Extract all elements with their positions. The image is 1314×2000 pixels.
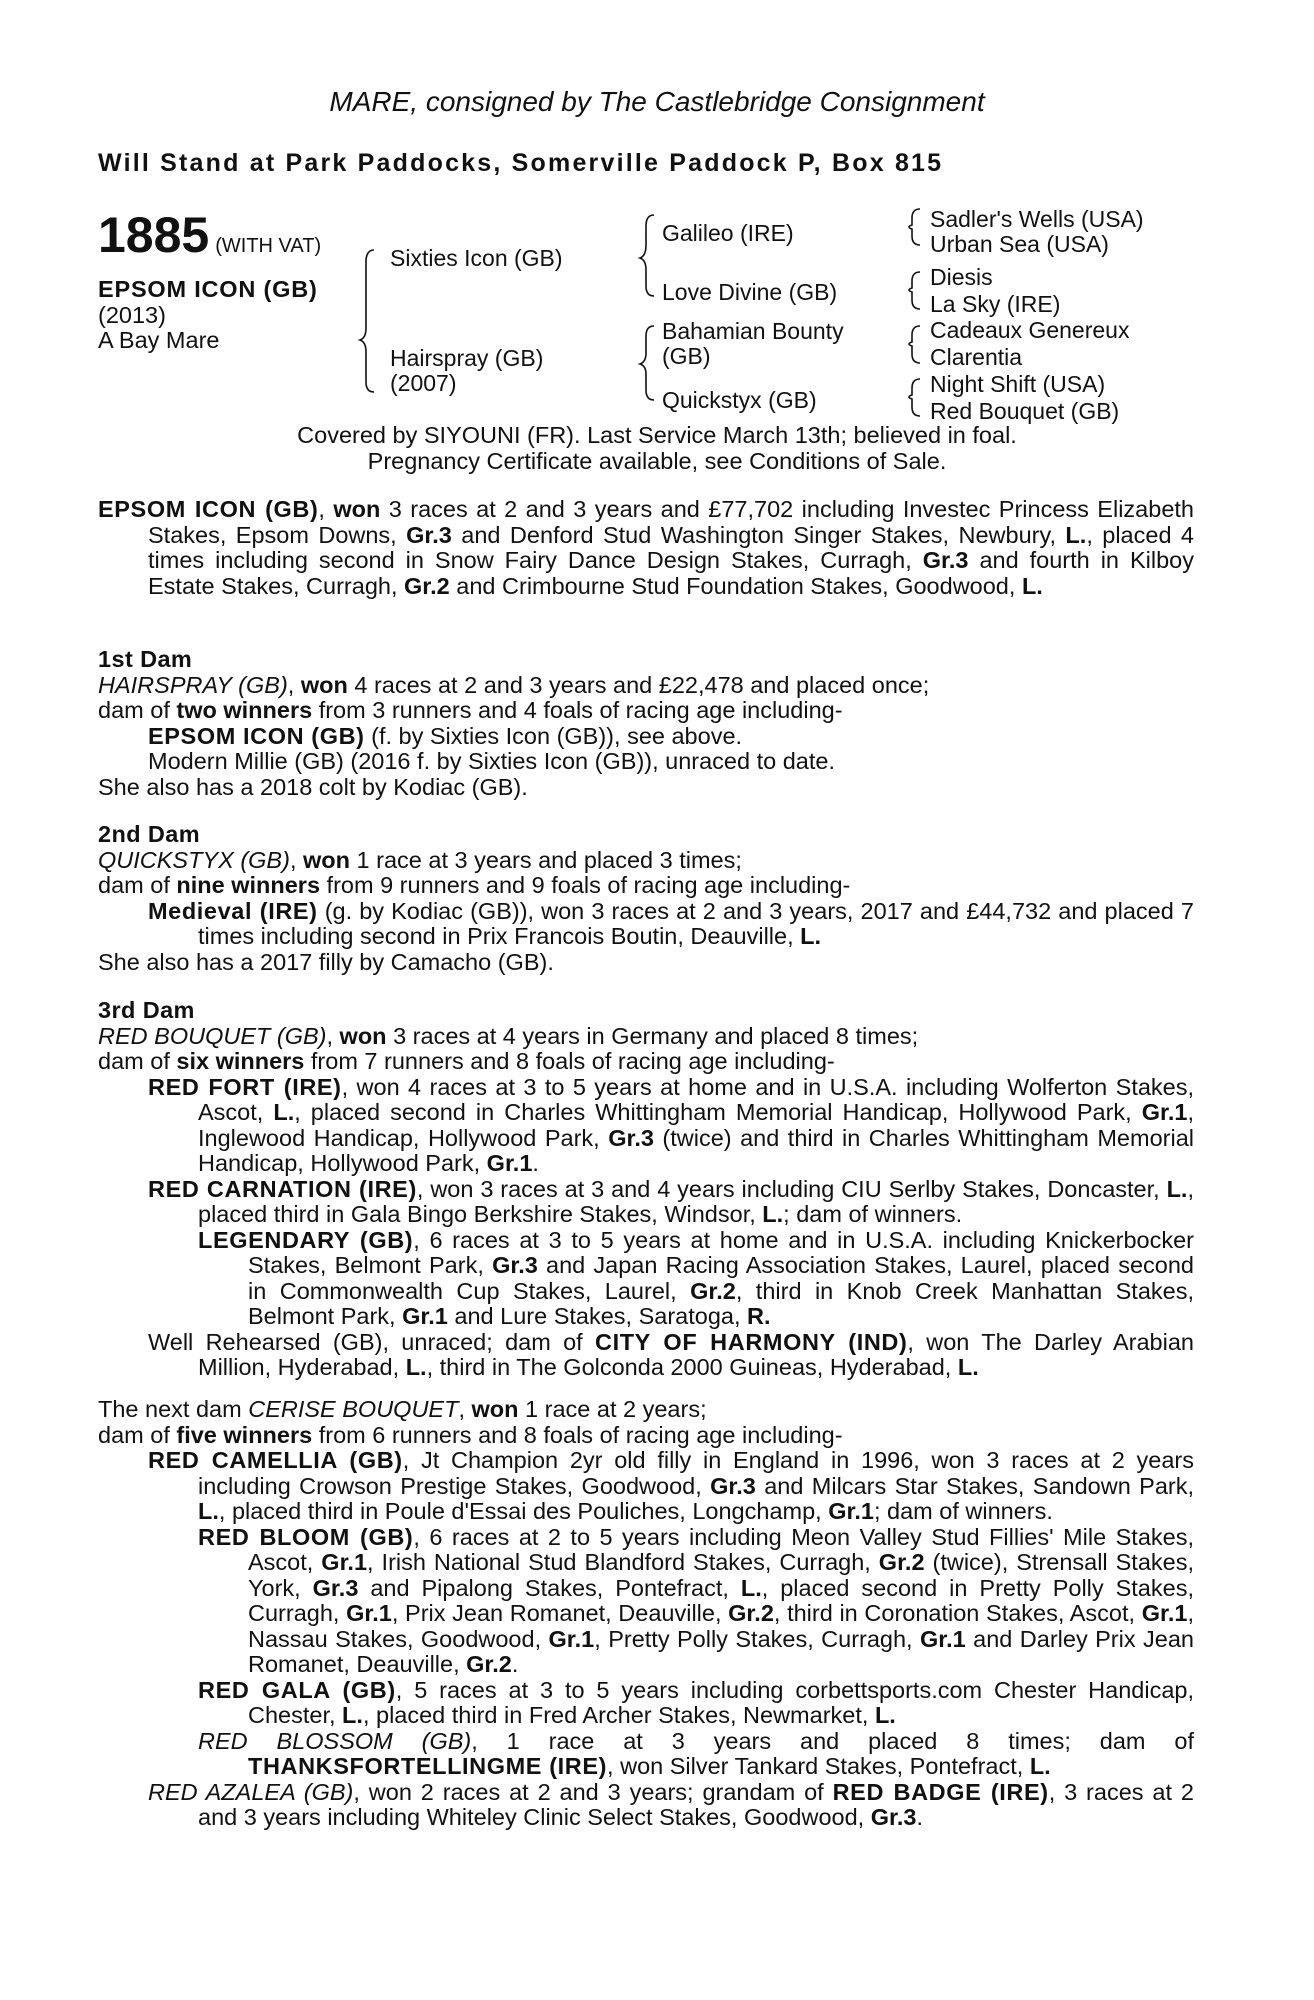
pedigree-dam-sire-line1: Bahamian Bounty	[662, 318, 844, 344]
third-dam-grandproduce-item: LEGENDARY (GB), 6 races at 3 to 5 years at home and in U.S.A. including Knickerbocker Stakes, Belmont Park, Gr.3 and Japan Racing Association Stakes, Laurel, placed second in Commonwealth Cup Stakes, Laurel, Gr.2, third in Knob Creek Manhattan Stakes, Belmont Park, Gr.1 and Lure Stakes, Saratoga, R.	[198, 1226, 1195, 1329]
next-dam-section	[98, 1397, 1194, 1831]
pedigree-sire-dam: Love Divine (GB)	[662, 279, 838, 305]
horse-year: (2013)	[98, 301, 166, 328]
first-dam-record: HAIRSPRAY (GB), won 4 races at 2 and 3 years and £22,478 and placed once;	[98, 671, 930, 698]
next-dam-produce-item: RED AZALEA (GB), won 2 races at 2 and 3 years; grandam of RED BADGE (IRE), 3 races at 2 and 3 years including Whiteley Clinic Select Stakes, Goodwood, Gr.3.	[148, 1778, 1194, 1830]
second-dam-produce-summary: dam of nine winners from 9 runners and 9 foals of racing age including-	[98, 872, 851, 898]
covering-note	[0, 423, 1314, 474]
pedigree-dss: Cadeaux Genereux	[930, 317, 1130, 343]
pedigree-sdd: La Sky (IRE)	[930, 291, 1061, 317]
horse-name: EPSOM ICON (GB)	[98, 276, 318, 302]
second-dam-produce-item: Medieval (IRE) (g. by Kodiac (GB)), won 3 races at 2 and 3 years, 2017 and £44,732 and placed 7 times including second in Prix Francois Boutin, Deauville, L.	[148, 897, 1194, 949]
third-dam-produce-summary: dam of six winners from 7 runners and 8 foals of racing age including-	[98, 1048, 835, 1074]
next-dam-grandproduce-item: RED BLOOM (GB), 6 races at 2 to 5 years including Meon Valley Stud Fillies' Mile Stakes, Ascot, Gr.1, Irish National Stud Blandford Stakes, Curragh, Gr.2 (twice), Strensall Stakes, York, Gr.3 and Pipalong Stakes, Pontefract, L., placed second in Pretty Polly Stakes, Curragh, Gr.1, Prix Jean Romanet, Deauville, Gr.2, third in Coronation Stakes, Ascot, Gr.1, Nassau Stakes, Goodwood, Gr.1, Pretty Polly Stakes, Curragh, Gr.1 and Darley Prix Jean Romanet, Deauville, Gr.2.	[198, 1523, 1194, 1677]
pedigree-ssd: Urban Sea (USA)	[930, 231, 1109, 257]
first-dam-produce-item: Modern Millie (GB) (2016 f. by Sixties Icon (GB)), unraced to date.	[148, 748, 835, 774]
vat-note: (WITH VAT)	[215, 235, 322, 257]
pedigree-dam-year: (2007)	[390, 370, 457, 396]
covering-line-2: Pregnancy Certificate available, see Conditions of Sale.	[367, 447, 947, 474]
third-dam-produce-item: RED CARNATION (IRE), won 3 races at 3 and 4 years including CIU Serlby Stakes, Doncaster, L., placed third in Gala Bingo Berkshire Stakes, Windsor, L.; dam of winners.	[148, 1175, 1194, 1227]
second-dam-record: QUICKSTYX (GB), won 1 race at 3 years and placed 3 times;	[98, 846, 742, 873]
pedigree-dds: Night Shift (USA)	[930, 371, 1106, 397]
next-dam-produce-summary: dam of five winners from 6 runners and 8 foals of racing age including-	[98, 1421, 843, 1448]
pedigree-dam-name: Hairspray (GB)	[390, 345, 544, 371]
pedigree-sire: Sixties Icon (GB)	[390, 245, 563, 271]
lot-number: 1885	[98, 207, 210, 263]
pedigree-dam-dam: Quickstyx (GB)	[662, 387, 817, 413]
pedigree-sss: Sadler's Wells (USA)	[930, 206, 1144, 232]
first-dam-section	[98, 647, 1194, 800]
next-dam-grandproduce-item: RED BLOSSOM (GB), 1 race at 3 years and placed 8 times; dam of THANKSFORTELLINGME (IRE), won Silver Tankard Stakes, Pontefract, L.	[198, 1727, 1194, 1779]
next-dam-grandproduce-item: RED GALA (GB), 5 races at 3 to 5 years including corbettsports.com Chester Handicap, Chester, L., placed third in Fred Archer Stakes, Newmarket, L.	[198, 1676, 1194, 1728]
second-dam-section	[98, 822, 1194, 975]
first-dam-heading: 1st Dam	[98, 646, 193, 672]
first-dam-produce-item: EPSOM ICON (GB) (f. by Sixties Icon (GB)), see above.	[148, 722, 743, 749]
stabling-heading: Will Stand at Park Paddocks, Somerville Paddock P, Box 815	[98, 149, 944, 177]
third-dam-record: RED BOUQUET (GB), won 3 races at 4 years in Germany and placed 8 times;	[98, 1022, 919, 1049]
first-dam-note: She also has a 2018 colt by Kodiac (GB).	[98, 773, 528, 800]
second-dam-heading: 2nd Dam	[98, 821, 201, 847]
pedigree-sds: Diesis	[930, 264, 993, 290]
third-dam-heading: 3rd Dam	[98, 997, 195, 1023]
third-dam-produce-item: RED FORT (IRE), won 4 races at 3 to 5 years at home and in U.S.A. including Wolferton Stakes, Ascot, L., placed second in Charles Whittingham Memorial Handicap, Hollywood Park, Gr.1, Inglewood Handicap, Hollywood Park, Gr.3 (twice) and third in Charles Whittingham Memorial Handicap, Hollywood Park, Gr.1.	[148, 1073, 1195, 1176]
race-record-paragraph: EPSOM ICON (GB), won 3 races at 2 and 3 years and £77,702 including Investec Princess Elizabeth Stakes, Epsom Downs, Gr.3 and Denford Stud Washington Singer Stakes, Newbury, L., placed 4 times including second in Snow Fairy Dance Design Stakes, Curragh, Gr.3 and fourth in Kilboy Estate Stakes, Curragh, Gr.2 and Crimbourne Stud Foundation Stakes, Goodwood, L.	[98, 496, 1194, 599]
third-dam-produce-item: Well Rehearsed (GB), unraced; dam of CITY OF HARMONY (IND), won The Darley Arabian Million, Hyderabad, L., third in The Golconda 2000 Guineas, Hyderabad, L.	[148, 1328, 1194, 1380]
pedigree-ddd: Red Bouquet (GB)	[930, 398, 1120, 424]
pedigree-sire-sire: Galileo (IRE)	[662, 220, 794, 246]
first-dam-produce-summary: dam of two winners from 3 runners and 4 foals of racing age including-	[98, 697, 843, 723]
covering-line-1: Covered by SIYOUNI (FR). Last Service March 13th; believed in foal.	[297, 422, 1017, 448]
pedigree-dam-sire-line2: (GB)	[662, 343, 711, 369]
pedigree-dsd: Clarentia	[930, 344, 1023, 370]
next-dam-record: The next dam CERISE BOUQUET, won 1 race at 2 years;	[98, 1396, 707, 1422]
second-dam-note: She also has a 2017 filly by Camacho (GB).	[98, 948, 554, 975]
horse-description: A Bay Mare	[98, 327, 220, 353]
horse-race-record	[98, 497, 1194, 599]
next-dam-produce-item: RED CAMELLIA (GB), Jt Champion 2yr old filly in England in 1996, won 3 races at 2 years including Crowson Prestige Stakes, Goodwood, Gr.3 and Milcars Star Stakes, Sandown Park, L., placed third in Poule d'Essai des Pouliches, Longchamp, Gr.1; dam of winners.	[148, 1447, 1194, 1524]
consignor-heading: MARE, consigned by The Castlebridge Consignment	[329, 86, 985, 117]
third-dam-section	[98, 998, 1194, 1381]
